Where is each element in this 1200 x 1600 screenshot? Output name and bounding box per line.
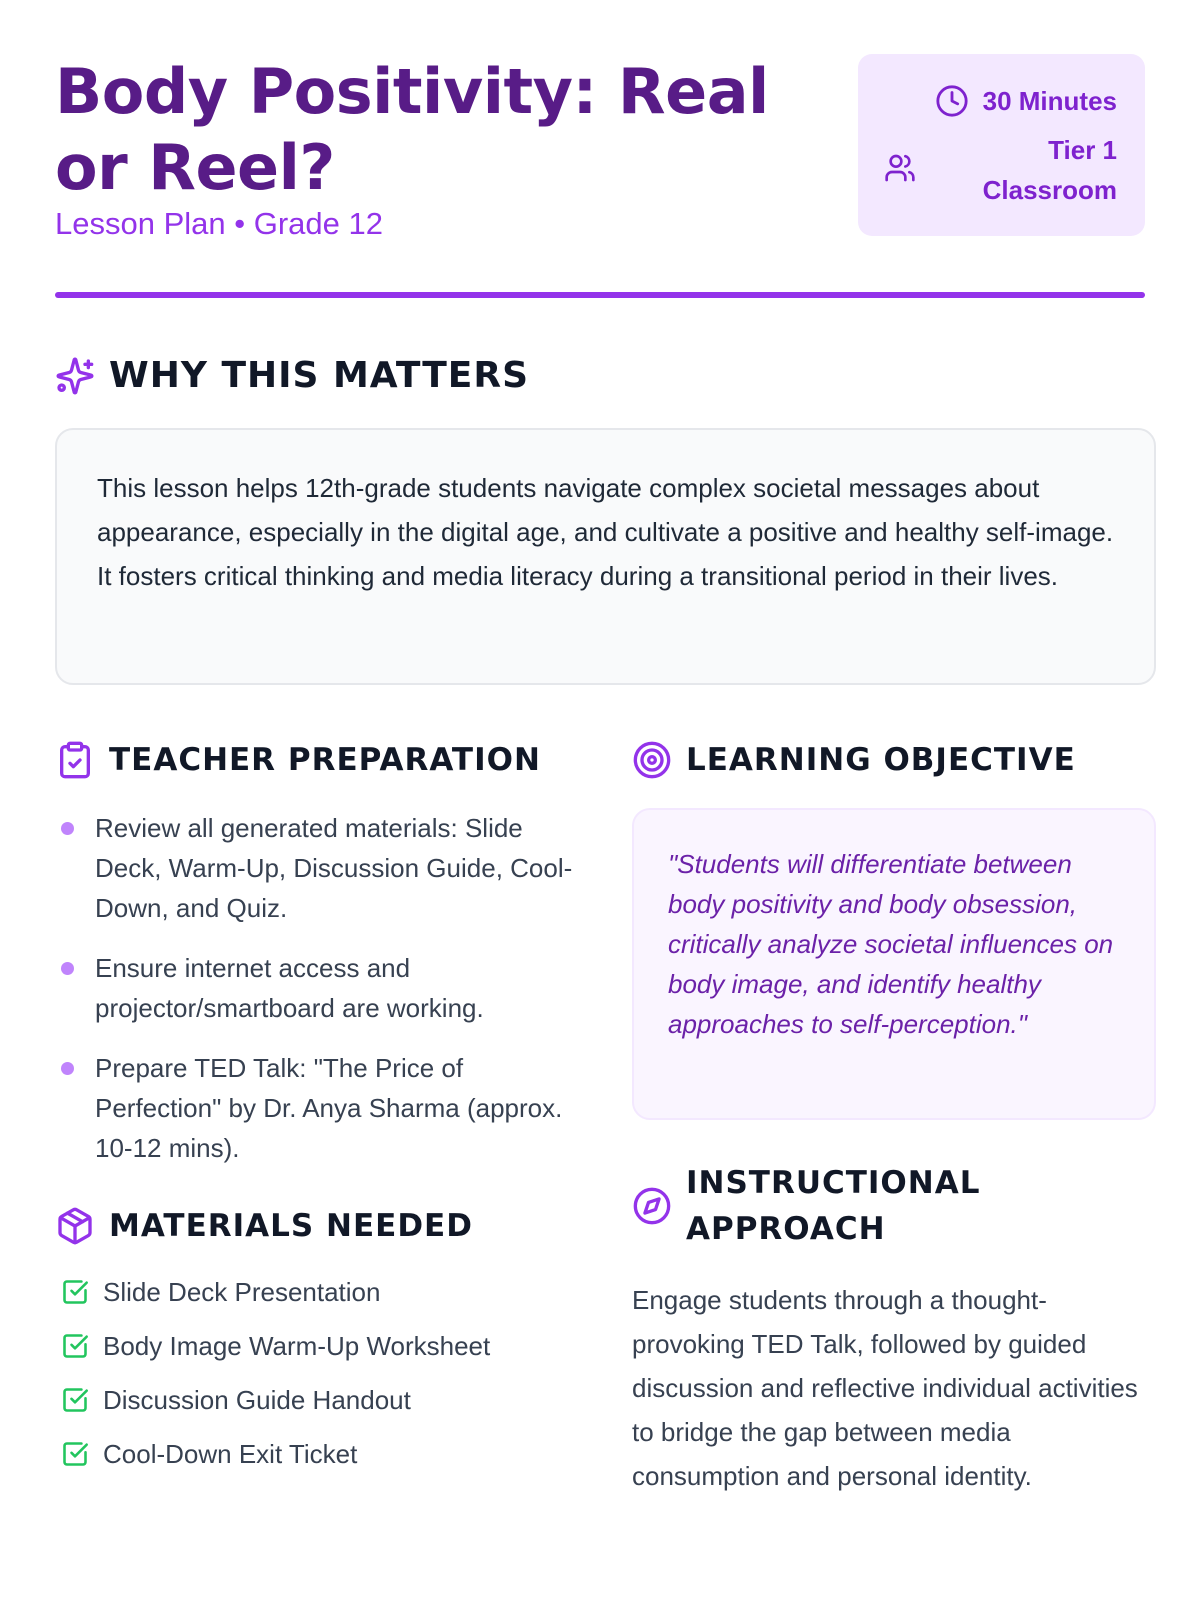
right-column <box>632 740 1156 1498</box>
compass-icon <box>632 1186 672 1226</box>
page-subtitle: Lesson Plan • Grade 12 <box>55 206 383 241</box>
material-item-text: Discussion Guide Handout <box>103 1385 411 1415</box>
list-item <box>55 808 575 928</box>
materials-heading <box>55 1206 575 1246</box>
bullet-dot <box>61 822 74 835</box>
materials-heading-text: MATERIALS NEEDED <box>109 1208 473 1244</box>
square-check-icon <box>61 1440 89 1468</box>
why-text: This lesson helps 12th-grade students navigate complex societal messages about appearance, especially in the digital age, and cultivate a positive and healthy self-image. It fosters critical thinking and media literacy during a transitional period in their lives. <box>97 473 1114 591</box>
clipboard-check-icon <box>55 740 95 780</box>
why-box <box>55 428 1156 685</box>
list-item <box>55 1326 575 1366</box>
tier-label: Tier 1 <box>1048 135 1117 165</box>
material-item-text: Cool-Down Exit Ticket <box>103 1439 358 1469</box>
approach-heading <box>632 1160 1156 1252</box>
square-check-icon <box>61 1278 89 1306</box>
target-icon <box>632 740 672 780</box>
objective-heading <box>632 740 1156 780</box>
prep-item-text: Review all generated materials: Slide Deck, Warm-Up, Discussion Guide, Cool-Down, and Quiz. <box>95 813 573 923</box>
material-item-text: Slide Deck Presentation <box>103 1277 381 1307</box>
header-divider <box>55 292 1145 298</box>
prep-list <box>55 808 575 1168</box>
why-heading <box>55 355 529 396</box>
square-check-icon <box>61 1332 89 1360</box>
duration-label: 30 Minutes <box>982 85 1117 116</box>
clock-icon <box>935 84 969 118</box>
list-item <box>55 1272 575 1312</box>
duration-row <box>935 84 1117 118</box>
bullet-dot <box>61 962 74 975</box>
materials-list <box>55 1272 575 1474</box>
left-column <box>55 740 575 1488</box>
square-check-icon <box>61 1386 89 1414</box>
users-icon <box>884 152 916 184</box>
approach-text: Engage students through a thought-provoking TED Talk, followed by guided discussion and reflective individual activities to bridge the gap between media consumption and personal identity. <box>632 1285 1138 1491</box>
header <box>55 0 1145 300</box>
material-item-text: Body Image Warm-Up Worksheet <box>103 1331 491 1361</box>
approach-heading-line1: INSTRUCTIONAL <box>686 1165 981 1201</box>
page-title: Body Positivity: Real or Reel? <box>55 55 769 204</box>
list-item <box>55 948 575 1028</box>
list-item <box>55 1048 575 1168</box>
why-heading-text: WHY THIS MATTERS <box>109 355 530 396</box>
prep-heading <box>55 740 575 780</box>
setting-label: Classroom <box>982 175 1117 205</box>
objective-box <box>632 808 1156 1120</box>
approach-heading-line2: APPROACH <box>686 1211 886 1247</box>
prep-item-text: Ensure internet access and projector/smartboard are working. <box>95 953 484 1023</box>
prep-heading-text: TEACHER PREPARATION <box>109 742 541 778</box>
meta-card <box>858 54 1145 236</box>
list-item <box>55 1380 575 1420</box>
sparkles-icon <box>55 356 95 396</box>
tier-setting <box>983 130 1117 210</box>
approach-heading-text <box>686 1160 980 1252</box>
objective-heading-text: LEARNING OBJECTIVE <box>686 742 1076 778</box>
list-item <box>55 1434 575 1474</box>
bullet-dot <box>61 1062 74 1075</box>
prep-item-text: Prepare TED Talk: "The Price of Perfection" by Dr. Anya Sharma (approx. 10-12 mins). <box>95 1053 563 1163</box>
package-icon <box>55 1206 95 1246</box>
objective-text: "Students will differentiate between body positivity and body obsession, critically analyze societal influences on body image, and identify healthy approaches to self-perception." <box>668 849 1114 1039</box>
